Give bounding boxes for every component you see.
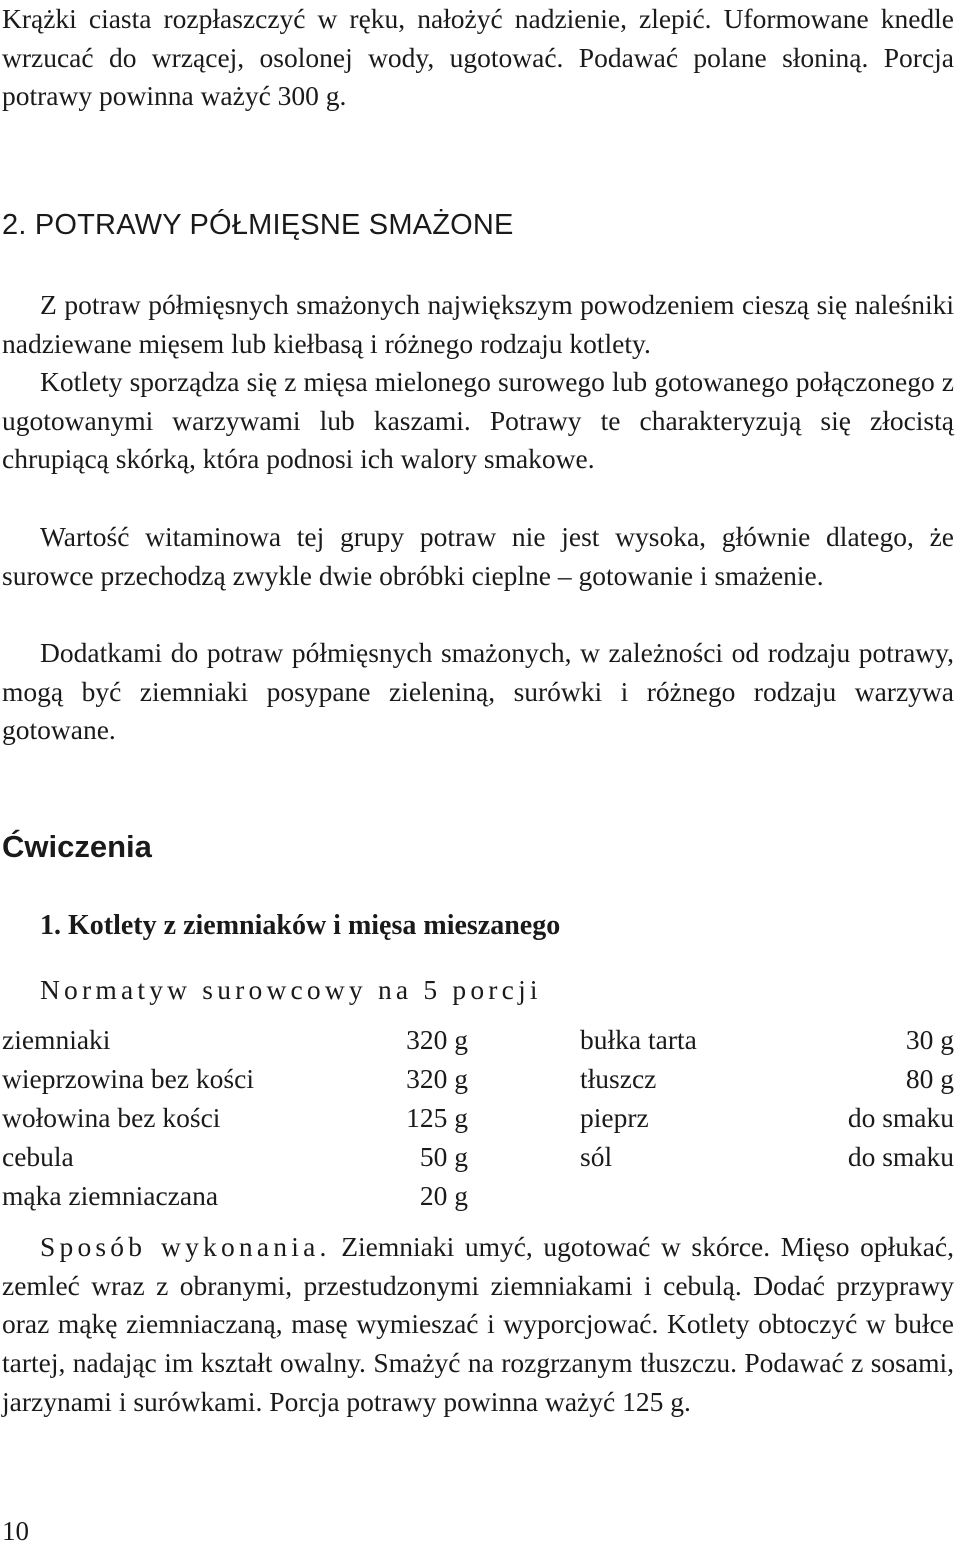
ingredient-quantity: 320 g [406,1063,468,1094]
ingredient-row [2,1137,954,1176]
ingredient-quantity: do smaku [847,1102,954,1133]
ingredient-row [2,1098,954,1137]
ingredient-quantity: 320 g [406,1024,468,1055]
ingredient-quantity: 50 g [419,1141,468,1172]
ingredient-quantity: 20 g [419,1180,468,1211]
page-number: 10 [2,1516,29,1546]
section-paragraph-1: Z potraw półmięsnych smażonych największym powodzeniem cieszą się naleśniki nadziewane mięsem lub kiełbasą i różnego rodzaju kotlety. [2,289,954,359]
ingredient-name: tłuszcz [580,1063,657,1094]
ingredient-quantity: do smaku [847,1141,954,1172]
section-paragraph-4: Dodatkami do potraw półmięsnych smażonych, w zależności od rodzaju potrawy, mogą być ziemniaki posypane zieleniną, surówki i różnego rodzaju warzywa gotowane. [2,637,954,746]
ingredient-norm-label: Normatyw surowcowy na 5 porcji [40,974,542,1005]
method-label: Sposób wykonania. [40,1231,331,1262]
ingredient-name: wołowina bez kości [2,1102,221,1133]
ingredient-row [2,1059,954,1098]
ingredient-name: wieprzowina bez kości [2,1063,254,1094]
ingredient-name: pieprz [580,1102,649,1133]
ingredient-name: cebula [2,1141,74,1172]
section-paragraph-3: Wartość witaminowa tej grupy potraw nie jest wysoka, głównie dlatego, że surowce przechodzą zwykle dwie obróbki cieplne – gotowanie i smażenie. [2,521,954,591]
ingredient-row [2,1020,954,1059]
exercises-heading: Ćwiczenia [2,829,152,864]
ingredient-name: ziemniaki [2,1024,111,1055]
ingredient-name: sól [580,1141,613,1172]
method-text: Ziemniaki umyć, ugotować w skórce. Mięso opłukać, zemleć wraz z obranymi, przestudzonymi ziemniakami i cebulą. Dodać przyprawy oraz mąkę ziemniaczaną, masę wymieszać i wyporcjować. Kotlety obtoczyć w bułce tartej, nadając im kształt owalny. Smażyć na rozgrzanym tłuszczu. Podawać z sosami, jarzynami i surówkami. Porcja potrawy powinna ważyć 125 g. [2,1231,955,1417]
section-heading: 2. POTRAWY PÓŁMIĘSNE SMAŻONE [2,209,514,241]
ingredient-name: mąka ziemniaczana [2,1180,219,1211]
section-paragraph-2: Kotlety sporządza się z mięsa mielonego surowego lub gotowanego połączonego z ugotowanymi warzywami lub kaszami. Potrawy te charakteryzują się złocistą chrupiącą skórką, która podnosi ich walory smakowe. [2,366,954,475]
intro-paragraph: Krążki ciasta rozpłaszczyć w ręku, nałożyć nadzienie, zlepić. Uformowane knedle wrzucać do wrzącej, osolonej wody, ugotować. Podawać polane słoniną. Porcja potrawy powinna ważyć 300 g. [2,3,954,112]
ingredient-quantity: 80 g [905,1063,954,1094]
method-paragraph [2,1228,954,1422]
recipe-title: 1. Kotlety z ziemniaków i mięsa mieszanego [40,910,561,941]
ingredients-table [2,1020,954,1215]
ingredient-name: bułka tarta [580,1024,697,1055]
ingredient-quantity: 30 g [905,1024,954,1055]
ingredient-row [2,1176,954,1215]
ingredient-quantity: 125 g [406,1102,468,1133]
